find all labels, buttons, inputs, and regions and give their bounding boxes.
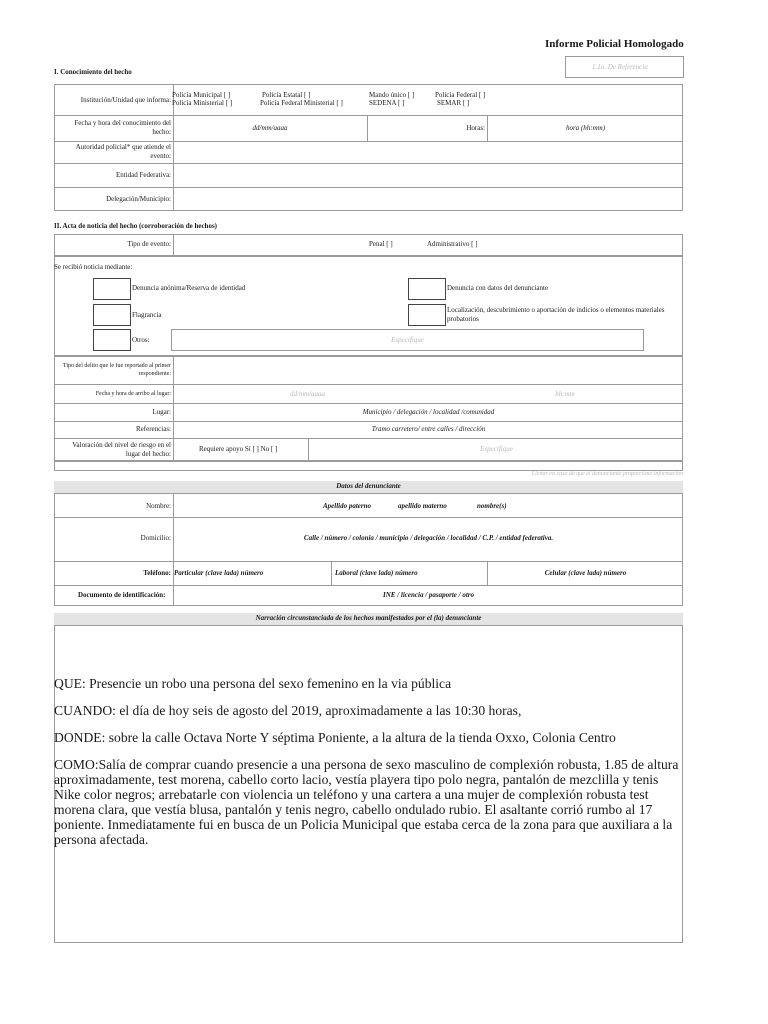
option-with-data-label: Denuncia con datos del denunciante [447,284,549,292]
phone-cell[interactable]: Celular (clave lada) número [544,569,627,577]
narrative-text [54,676,679,859]
complainant-header: Datos del denunciante [336,482,401,490]
name-materno[interactable]: apellido materno [398,502,447,510]
delegation-field[interactable] [174,188,683,211]
spacer-row [54,461,683,471]
place-field[interactable]: Municipio / delegación / localidad /comunidad [362,408,495,416]
address-label: Domicilio: [140,534,171,542]
arrival-time-field[interactable]: hh:mm [555,390,575,398]
phone-work[interactable]: Laboral (clave lada) número [335,569,418,577]
notice-label: Se recibió noticia mediante: [54,263,133,271]
risk-support-options[interactable]: Requiere apoyo Sí [ ] No [ ] [199,445,278,453]
narrative-como: COMO:Salía de comprar cuando presencie a una persona de sexo masculino de complexión robusta, 1.85 de altura aproximadamente, test morena, cabello corto lacio, vestía playera tipo polo negra, pantalón de mezclilla y tenis Nike color negros; arrebatarle con violencia un teléfono y una cartera a una mujer de complexión robusta test morena clara, que vestía blusa, pantalón y tenis negro, cabello ondulado rubio. El asaltante corrió rumbo al 17 poniente. Inmediatamente fui en busca de un Policia Municipal que estaba cerca de la zona para que auxiliara a la persona afectada. [54,757,679,847]
option-flagrancy-label: Flagrancia [132,311,162,319]
option-anonymous-label: Denuncia anónima/Reserva de identidad [132,284,246,292]
date-field[interactable]: dd/mm/aaaa [252,124,288,132]
checkbox-others[interactable] [93,329,131,351]
others-specify-placeholder: Especifique [391,336,424,344]
institution-opt-semar[interactable]: SEMAR [ ] [437,99,470,107]
checkbox-anonymous[interactable] [93,278,131,300]
phone-particular[interactable]: Particular (clave lada) número [174,569,264,577]
section1-title: I. Conocimiento del hecho [54,68,132,76]
checkbox-flagrancy[interactable] [93,304,131,326]
crime-type-field[interactable] [174,357,683,384]
arrival-date-field[interactable]: dd/mm/aaaa [290,390,325,398]
references-field[interactable]: Tramo carretero/ entre calles / dirección [371,425,486,433]
institution-label: Institución/Unidad que informa: [80,96,171,104]
reference-placeholder: 1.1o. De Referencia [592,63,648,71]
institution-opt-municipal[interactable]: Policía Municipal [ ] [172,91,231,99]
references-label: Referencias: [136,425,171,433]
hour-field[interactable]: hora (hh:mm) [565,124,606,132]
institution-opt-federal[interactable]: Policía Federal [ ] [435,91,486,99]
arrival-label: Fecha y hora de arribo al lugar: [95,391,171,397]
delegation-label: Delegación/Municipio: [106,195,171,203]
narrative-cuando: CUANDO: el día de hoy seis de agosto del 2019, aproximadamente a las 10:30 horas, [54,703,522,718]
crime-type-label: Tipo del delito que le fue reportado al primer respondiente: [62,363,171,377]
checkbox-with-data[interactable] [408,278,446,300]
institution-opt-mando-unico[interactable]: Mando único [ ] [369,91,415,99]
narration-header: Narración circunstanciada de los hechos manifestados por el (la) denunciante [255,614,482,622]
hour-label: Horas: [466,124,485,132]
narrative-donde: DONDE: sobre la calle Octava Norte Y séptima Poniente, a la altura de la tienda Oxxo, Colonia Centro [54,730,616,745]
entity-field[interactable] [174,164,683,187]
option-location-label: Localización, descubrimiento o aportación de indicios o elementos materiales probatorios [447,306,665,323]
event-type-administrativo[interactable]: Administrativo [ ] [427,240,478,248]
institution-opt-estatal[interactable]: Policía Estatal [ ] [262,91,311,99]
checkbox-location[interactable] [408,304,446,326]
institution-opt-ministerial[interactable]: Policía Ministerial [ ] [172,99,233,107]
option-others-label: Otros: [132,336,150,344]
authority-label: Autoridad policial* que atiende el evento: [75,143,171,160]
name-paterno[interactable]: Apellido paterno [323,502,372,510]
section2-title: II. Acta de noticia del hecho (corroboración de hechos) [54,222,217,230]
entity-label: Entidad Federativa: [115,171,171,179]
narrative-que: QUE: Presencie un robo una persona del sexo femenino en la via pública [54,676,452,691]
name-label: Nombre: [146,502,171,510]
institution-opt-federal-ministerial[interactable]: Policía Federal Ministerial [ ] [260,99,343,107]
risk-label: Valoración del nivel de riesgo en el lugar del hecho: [72,441,171,458]
name-nombres[interactable]: nombre(s) [477,502,507,510]
id-field[interactable]: INE / licencia / pasaporte / otro [383,591,474,599]
institution-opt-sedena[interactable]: SEDENA [ ] [369,99,405,107]
event-type-penal[interactable]: Penal [ ] [369,240,393,248]
risk-specify-field[interactable]: Especifique [480,445,513,453]
event-type-label: Tipo de evento: [127,240,171,248]
place-label: Lugar: [152,408,171,416]
address-field[interactable]: Calle / número / colonia / municipio / delegación / localidad / C.P. / entidad federativa. [303,534,554,542]
fill-note: Llenar en caso de que el denunciante proporcione información [531,471,683,477]
date-label: Fecha y hora del conocimiento del hecho: [74,119,171,136]
authority-field[interactable] [174,142,683,163]
id-label: Documento de identificación: [78,591,166,599]
phone-label: Teléfono: [143,569,171,577]
page-title: Informe Policial Homologado [545,38,684,50]
